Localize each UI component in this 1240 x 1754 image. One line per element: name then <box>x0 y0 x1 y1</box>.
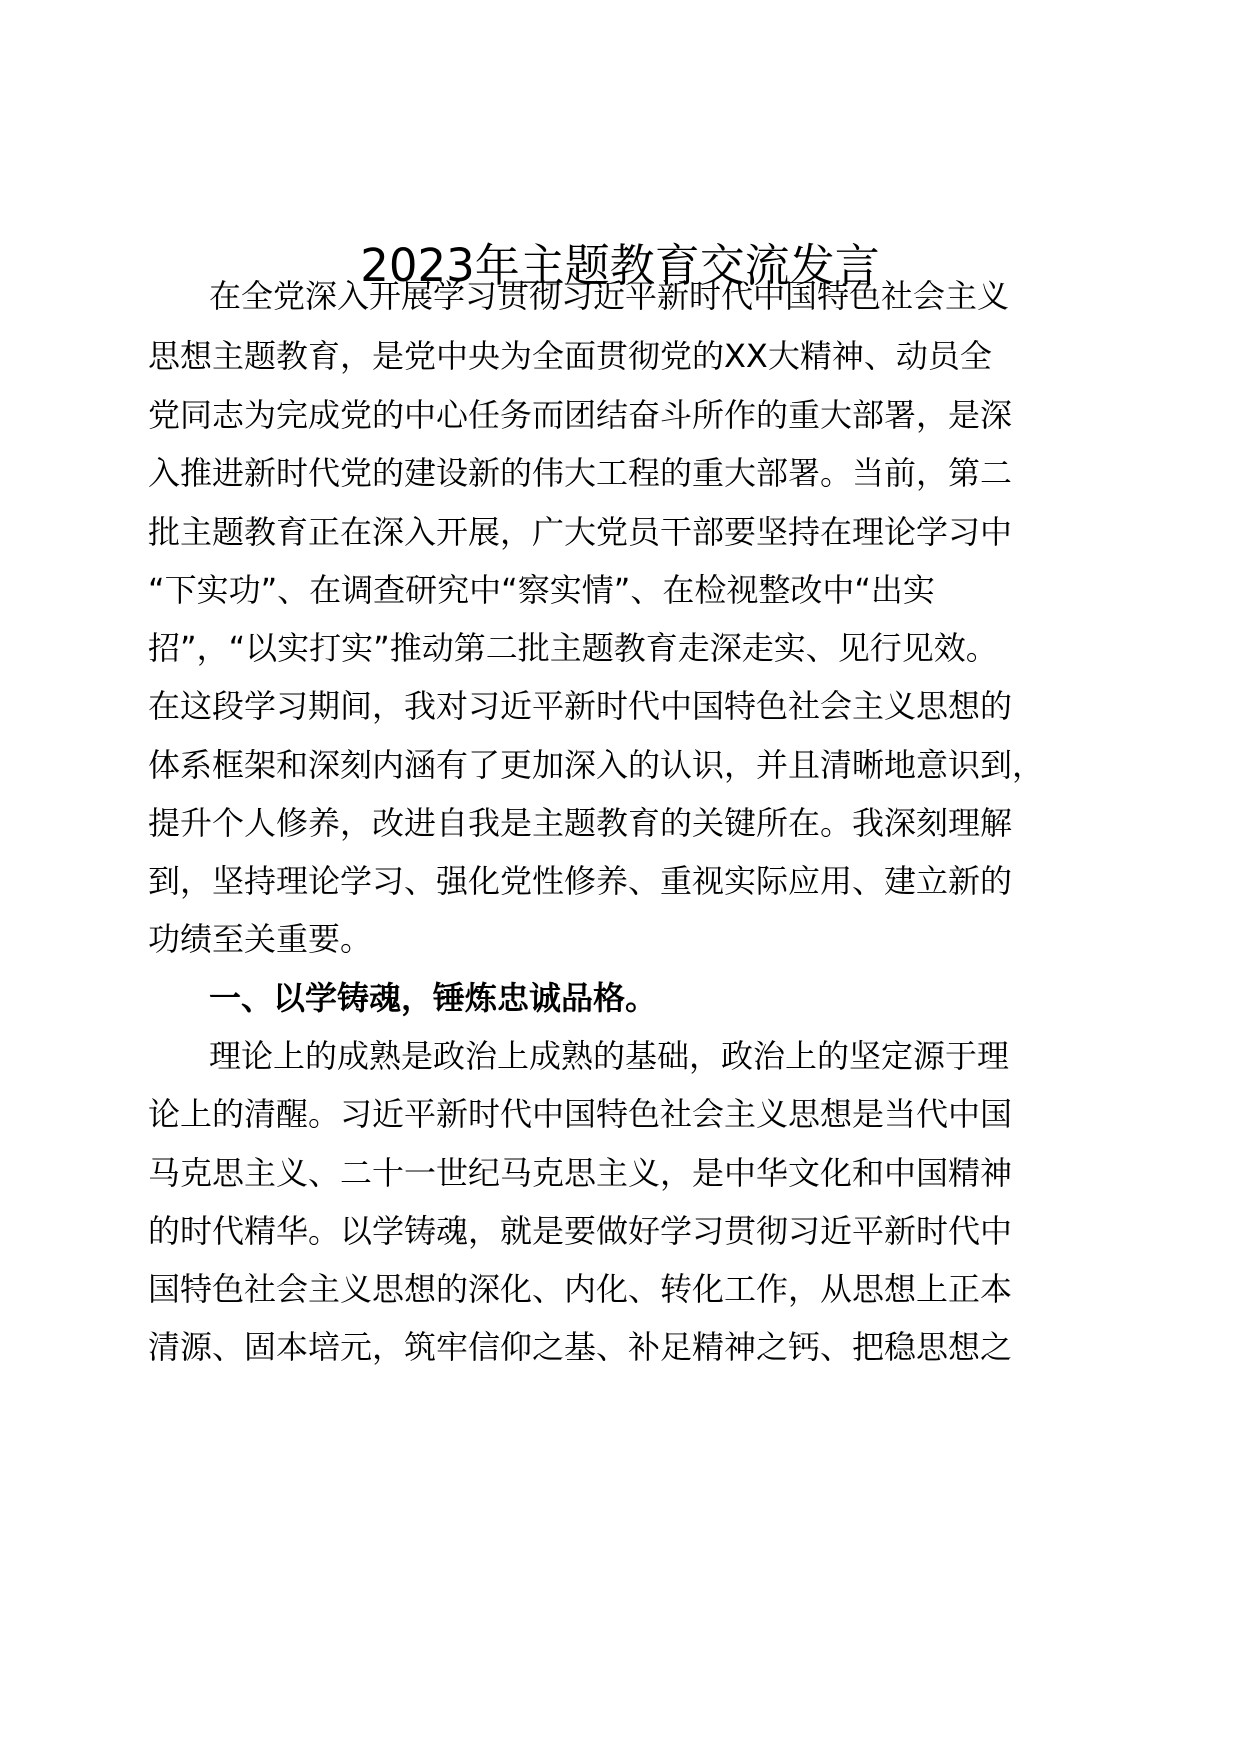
body-line: 清源、固本培元，筑牢信仰之基、补足精神之钙、把稳思想之 <box>148 1328 1013 1366</box>
body-line: 马克思主义、二十一世纪马克思主义，是中华文化和中国精神 <box>148 1154 1013 1192</box>
body-line: “下实功”、在调查研究中“察实情”、在检视整改中“出实 <box>148 571 935 609</box>
body-line: 功绩至关重要。 <box>148 920 373 958</box>
body-line: 党同志为完成党的中心任务而团结奋斗所作的重大部署，是深 <box>148 396 1013 434</box>
body-line: 在全党深入开展学习贯彻习近平新时代中国特色社会主义 <box>209 277 1010 315</box>
body-line: 体系框架和深刻内涵有了更加深入的认识，并且清晰地意识到， <box>148 746 1045 784</box>
body-line: 的时代精华。以学铸魂，就是要做好学习贯彻习近平新时代中 <box>148 1212 1013 1250</box>
body-line: 入推进新时代党的建设新的伟大工程的重大部署。当前，第二 <box>148 454 1013 492</box>
body-line: 理论上的成熟是政治上成熟的基础，政治上的坚定源于理 <box>209 1037 1010 1075</box>
body-line: 提升个人修养，改进自我是主题教育的关键所在。我深刻理解 <box>148 804 1013 842</box>
body-line: 到，坚持理论学习、强化党性修养、重视实际应用、建立新的 <box>148 862 1013 900</box>
document-title: 2023年主题教育交流发言 <box>360 239 880 292</box>
body-line: 批主题教育正在深入开展，广大党员干部要坚持在理论学习中 <box>148 513 1013 551</box>
body-line: 招”，“以实打实”推动第二批主题教育走深走实、见行见效。 <box>148 629 998 667</box>
body-line: 思想主题教育，是党中央为全面贯彻党的XX大精神、动员全 <box>148 337 992 375</box>
section-heading: 一、以学铸魂，锤炼忠诚品格。 <box>209 979 658 1017</box>
body-line: 论上的清醒。习近平新时代中国特色社会主义思想是当代中国 <box>148 1095 1013 1133</box>
body-line: 在这段学习期间，我对习近平新时代中国特色社会主义思想的 <box>148 687 1013 725</box>
body-line: 国特色社会主义思想的深化、内化、转化工作，从思想上正本 <box>148 1270 1013 1308</box>
